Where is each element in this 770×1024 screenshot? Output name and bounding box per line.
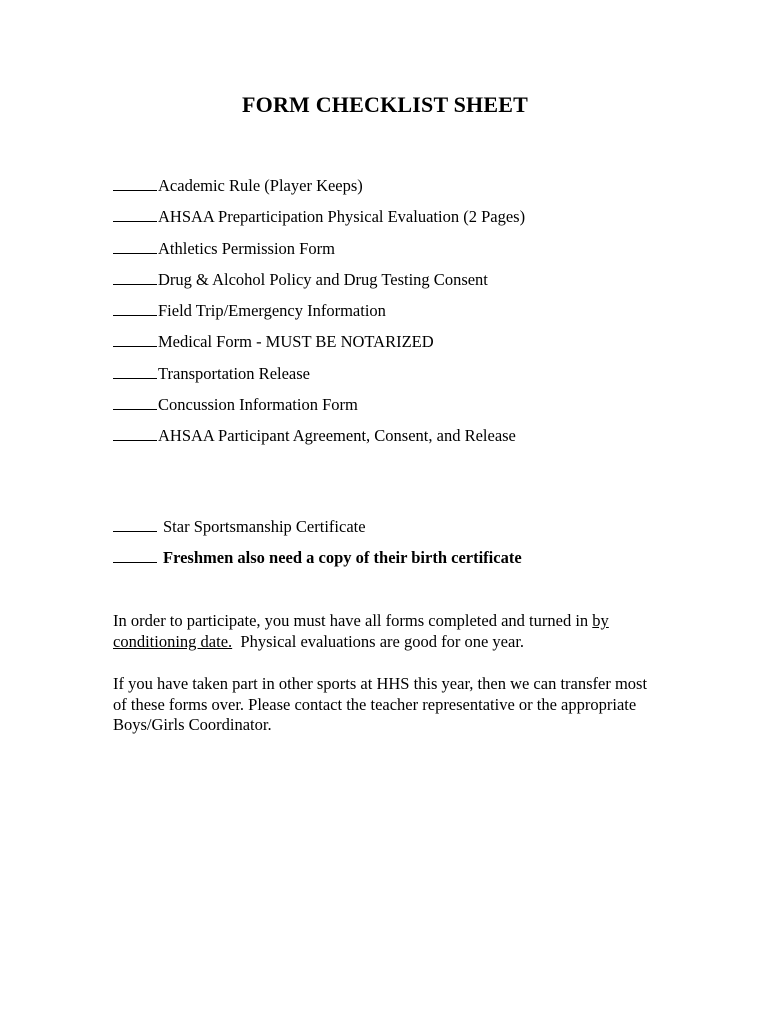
checklist-item-medical-form: [113, 330, 673, 361]
checklist-item-label: AHSAA Preparticipation Physical Evaluation (2 Pages): [158, 207, 526, 227]
checkbox-blank-line[interactable]: [113, 424, 157, 441]
checklist-item-label: Medical Form - MUST BE NOTARIZED: [158, 332, 434, 352]
checkbox-blank-line[interactable]: [113, 205, 157, 222]
checklist-item-drug-alcohol-policy: [113, 268, 673, 299]
checklist-item-physical-evaluation: [113, 205, 673, 236]
checklist-item-birth-certificate: [113, 546, 673, 577]
checklist-item-label: Star Sportsmanship Certificate: [163, 517, 366, 536]
checkbox-blank-line[interactable]: [113, 362, 157, 379]
form-checklist: [113, 174, 673, 456]
checkbox-blank-line[interactable]: [113, 546, 157, 563]
checkbox-blank-line[interactable]: [113, 174, 157, 191]
checklist-item-label: Drug & Alcohol Policy and Drug Testing Consent: [158, 269, 488, 289]
checklist-item-participant-agreement: [113, 424, 673, 455]
conditioning-date-text: by conditioning date.: [113, 611, 609, 651]
checklist-item-transportation-release: [113, 362, 673, 393]
checkbox-blank-line[interactable]: [113, 237, 157, 254]
checklist-item-concussion-form: [113, 393, 673, 424]
additional-checklist: [113, 515, 673, 578]
checklist-item-label: Transportation Release: [158, 363, 310, 383]
page-title: FORM CHECKLIST SHEET: [242, 92, 528, 117]
checkbox-blank-line[interactable]: [113, 299, 157, 316]
checklist-item-academic-rule: [113, 174, 673, 205]
participation-paragraph: [113, 611, 658, 652]
transfer-paragraph: If you have taken part in other sports at HHS this year, then we can transfer most of these forms over. Please contact the teacher representative or the appropriate Boys/Girls Coordinator.: [113, 674, 648, 734]
checklist-item-field-trip: [113, 299, 673, 330]
checklist-item-label: Academic Rule (Player Keeps): [158, 176, 363, 195]
checkbox-blank-line[interactable]: [113, 515, 157, 532]
checklist-item-label: Field Trip/Emergency Information: [158, 301, 386, 321]
checkbox-blank-line[interactable]: [113, 330, 157, 347]
checklist-item-sportsmanship-certificate: [113, 515, 673, 546]
paragraph-text: Physical evaluations are good for one year.: [232, 631, 525, 651]
checklist-item-label: Concussion Information Form: [158, 395, 358, 415]
checklist-item-label: AHSAA Participant Agreement, Consent, and Release: [158, 426, 516, 446]
checklist-item-label: Freshmen also need a copy of their birth certificate: [163, 548, 522, 568]
checklist-item-label: Athletics Permission Form: [158, 238, 335, 258]
checkbox-blank-line[interactable]: [113, 268, 157, 285]
paragraph-text: In order to participate, you must have all forms completed and turned in: [113, 611, 593, 630]
checkbox-blank-line[interactable]: [113, 393, 157, 410]
checklist-item-athletics-permission: [113, 237, 673, 268]
